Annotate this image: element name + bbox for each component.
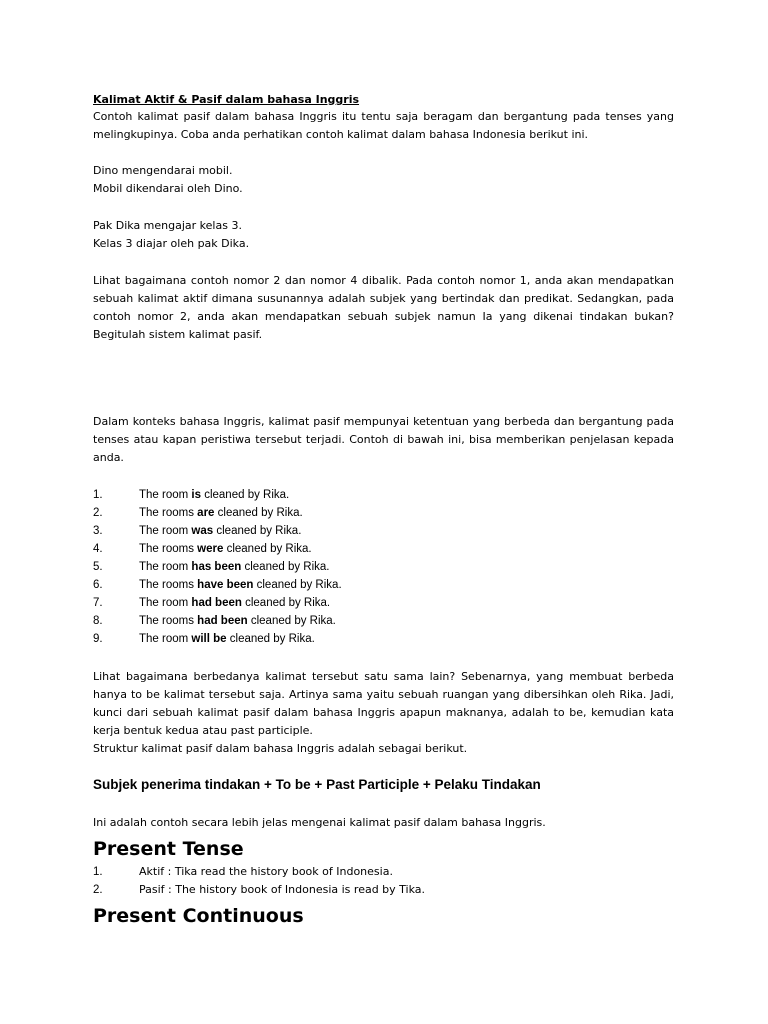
heading-present-tense: Present Tense: [93, 838, 244, 860]
item-number: 2.: [93, 884, 103, 896]
item-text: Pasif : The history book of Indonesia is read by Tika.: [139, 883, 426, 896]
list-item-number: 4.: [93, 543, 103, 555]
to-be-verb: has been: [191, 561, 242, 573]
sentence-predicate: cleaned by Rika.: [223, 543, 312, 555]
sentence-subject: The rooms: [139, 507, 198, 519]
clearer-example-text: Ini adalah contoh secara lebih jelas mengenai kalimat pasif dalam bahasa Inggris.: [93, 816, 546, 829]
example-passive-1: Mobil dikendarai oleh Dino.: [93, 182, 243, 195]
list-item-number: 2.: [93, 507, 103, 519]
list-item-number: 5.: [93, 561, 103, 573]
to-be-verb: had been: [197, 615, 248, 627]
list-item-number: 6.: [93, 579, 103, 591]
to-be-verb: are: [197, 507, 215, 519]
sentence-subject: The room: [139, 489, 192, 501]
to-be-verb: were: [197, 543, 224, 555]
list-item-number: 7.: [93, 597, 103, 609]
passive-formula: Subjek penerima tindakan + To be + Past Participle + Pelaku Tindakan: [93, 777, 541, 792]
list-item-sentence: [139, 522, 301, 540]
heading-present-continuous: Present Continuous: [93, 905, 304, 927]
sentence-predicate: cleaned by Rika.: [253, 579, 342, 591]
to-be-verb: have been: [197, 579, 254, 591]
list-item-number: 1.: [93, 489, 103, 501]
difference-text: Lihat bagaimana berbedanya kalimat tersebut satu sama lain? Sebenarnya, yang membuat berbeda hanya to be kalimat tersebut saja. Artinya sama yaitu sebuah ruangan yang dibersihkan oleh Rika. Jadi, kunci dari sebuah kalimat pasif dalam bahasa Inggris apapun maknanya, adalah to be, kemudian kata kerja bentuk kedua atau past participle.: [93, 670, 674, 737]
to-be-verb: was: [191, 525, 214, 537]
example-active-1: Dino mengendarai mobil.: [93, 164, 233, 177]
sentence-predicate: cleaned by Rika.: [201, 489, 290, 501]
example-passive-2: Kelas 3 diajar oleh pak Dika.: [93, 237, 250, 250]
sentence-subject: The room: [139, 597, 192, 609]
list-item-sentence: [139, 594, 330, 612]
list-item-sentence: [139, 612, 336, 630]
sentence-subject: The rooms: [139, 579, 198, 591]
sentence-predicate: cleaned by Rika.: [241, 561, 330, 573]
context-paragraph: Dalam konteks bahasa Inggris, kalimat pasif mempunyai ketentuan yang berbeda dan bergantung pada tenses atau kapan peristiwa tersebut terjadi. Contoh di bawah ini, bisa memberikan penjelasan kepada anda.: [93, 415, 674, 464]
example-active-2: Pak Dika mengajar kelas 3.: [93, 219, 242, 232]
to-be-verb: had been: [191, 597, 242, 609]
sentence-subject: The room: [139, 561, 192, 573]
item-text: Aktif : Tika read the history book of Indonesia.: [139, 865, 393, 878]
sentence-predicate: cleaned by Rika.: [226, 633, 315, 645]
sentence-predicate: cleaned by Rika.: [213, 525, 302, 537]
difference-paragraph: [93, 668, 674, 758]
list-item-sentence: [139, 540, 312, 558]
sentence-predicate: cleaned by Rika.: [214, 507, 303, 519]
to-be-verb: will be: [191, 633, 227, 645]
list-item-sentence: [139, 630, 315, 648]
sentence-subject: The rooms: [139, 615, 198, 627]
explanation-paragraph: Lihat bagaimana contoh nomor 2 dan nomor 4 dibalik. Pada contoh nomor 1, anda akan mendapatkan sebuah kalimat aktif dimana susunannya adalah subjek yang bertindak dan predikat. Sedangkan, pada contoh nomor 2, anda akan mendapatkan sebuah subjek namun Ia yang dikenai tindakan bukan? Begitulah sistem kalimat pasif.: [93, 274, 674, 341]
sentence-subject: The rooms: [139, 543, 198, 555]
to-be-verb: is: [191, 489, 202, 501]
list-item-number: 9.: [93, 633, 103, 645]
sentence-predicate: cleaned by Rika.: [247, 615, 336, 627]
list-item-number: 3.: [93, 525, 103, 537]
intro-paragraph: Contoh kalimat pasif dalam bahasa Inggris itu tentu saja beragam dan bergantung pada tenses yang melingkupinya. Coba anda perhatikan contoh kalimat dalam bahasa Indonesia berikut ini.: [93, 110, 674, 141]
sentence-subject: The room: [139, 633, 192, 645]
list-item-number: 8.: [93, 615, 103, 627]
list-item-sentence: [139, 504, 303, 522]
document-title: Kalimat Aktif & Pasif dalam bahasa Inggris: [93, 93, 360, 106]
list-item-sentence: [139, 558, 330, 576]
item-number: 1.: [93, 866, 103, 878]
list-item-sentence: [139, 486, 289, 504]
list-item-sentence: [139, 576, 342, 594]
sentence-predicate: cleaned by Rika.: [241, 597, 331, 609]
structure-intro: Struktur kalimat pasif dalam bahasa Inggris adalah sebagai berikut.: [93, 742, 468, 755]
sentence-subject: The room: [139, 525, 192, 537]
